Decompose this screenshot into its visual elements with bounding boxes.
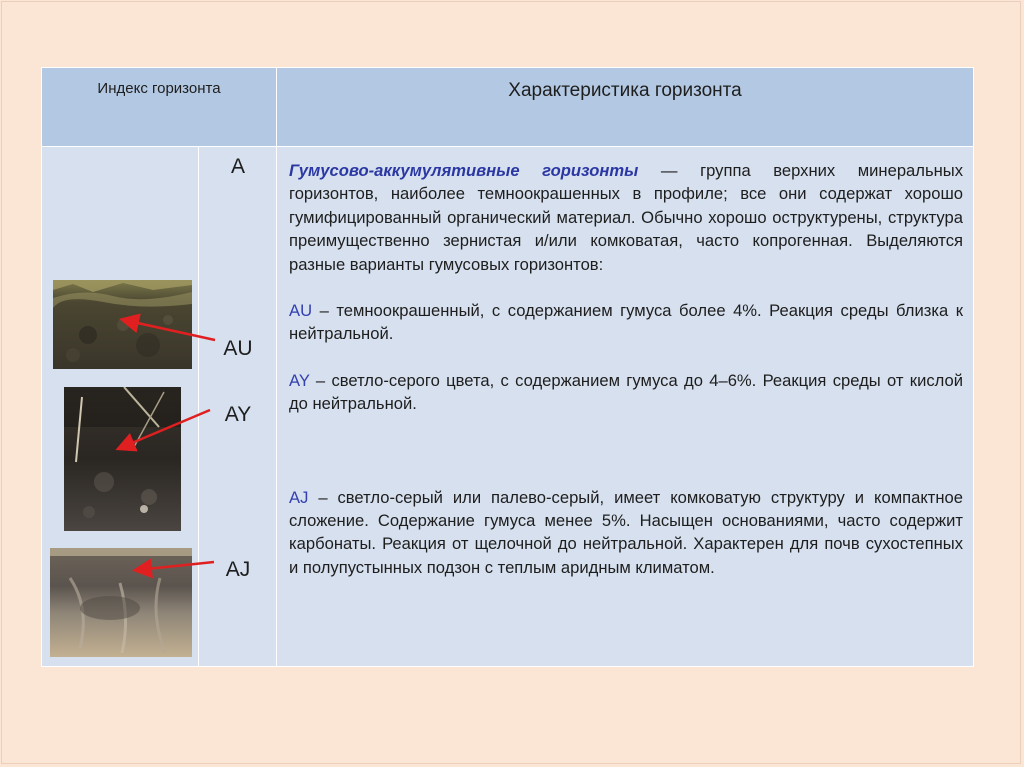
index-column-header: Индекс горизонта	[42, 68, 277, 147]
soil-photos-cell	[42, 147, 199, 667]
ay-text: – светло-серого цвета, с содержанием гумуса до 4–6%. Реакция среды от кислой до нейтральной.	[289, 370, 963, 414]
aj-code: AJ	[289, 487, 309, 507]
humus-horizons-term: Гумусово-аккумулятивные горизонты	[289, 161, 639, 180]
soil-photo-ay	[64, 387, 181, 531]
horizon-index-cell	[199, 147, 277, 667]
index-au: AU	[223, 337, 253, 360]
soil-photo-au	[53, 280, 192, 369]
aj-paragraph	[289, 486, 963, 580]
intro-text: — группа верхних минеральных горизонтов, наиболее темноокрашенных в профиле; все они содержат хорошо гумифицированный органический материал. Обычно хорошо оструктурены, структура преимущественно зернистая и/или комковатая, часто копрогенная. Выделяются разные варианты гумусовых горизонтов:	[289, 161, 963, 274]
ay-paragraph	[289, 369, 963, 416]
index-a: A	[230, 155, 245, 178]
horizons-table	[41, 67, 974, 667]
index-ay: AY	[224, 403, 252, 426]
aj-text: – светло-серый или палево-серый, имеет комковатую структуру и компактное сложение. Содержание гумуса менее 5%. Насыщен основаниями, часто содержит карбонаты. Реакция от щелочной до нейтральной. Характерен для почв сухостепных и полупустынных подзон с теплым аридным климатом.	[289, 487, 963, 577]
au-text: – темноокрашенный, с содержанием гумуса более 4%. Реакция среды близка к нейтральной.	[289, 301, 963, 344]
horizon-description-cell	[277, 147, 974, 667]
au-code: AU	[289, 301, 313, 321]
index-aj: AJ	[225, 558, 251, 581]
table-header-row	[42, 68, 974, 147]
soil-photo-aj	[50, 548, 192, 657]
intro-paragraph	[289, 159, 963, 276]
au-paragraph	[289, 299, 963, 346]
characteristic-column-header: Характеристика горизонта	[277, 68, 974, 147]
table-body-row	[42, 147, 974, 667]
ay-code: AY	[289, 370, 310, 390]
